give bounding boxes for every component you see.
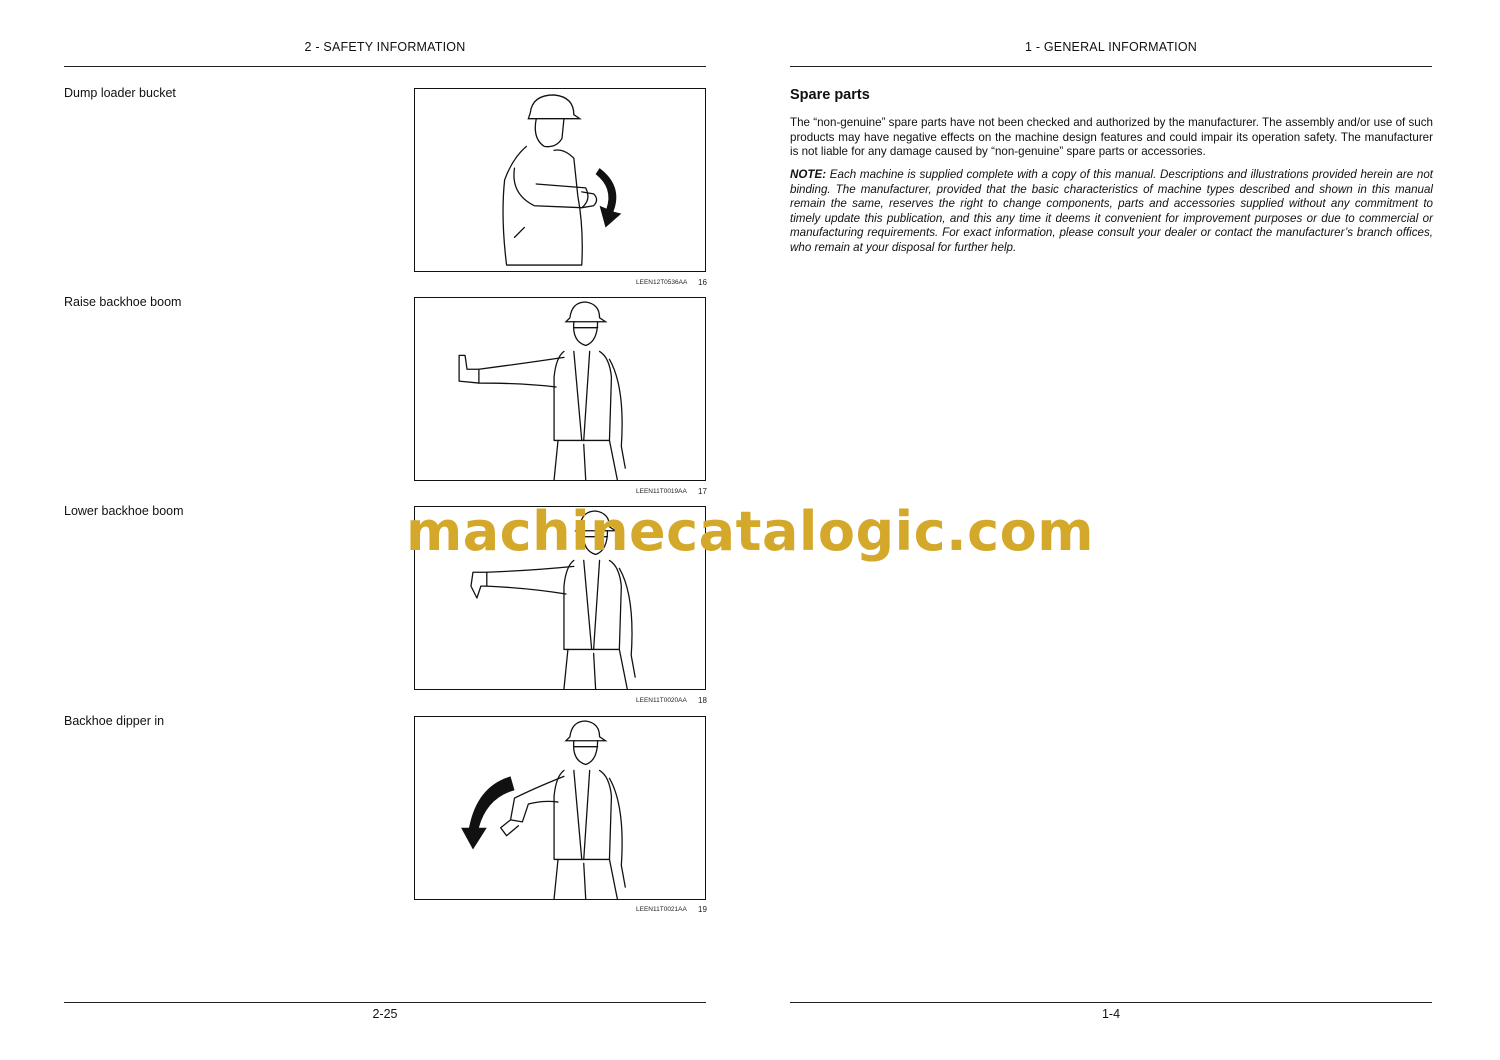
figure-raise-backhoe-boom <box>414 297 706 481</box>
note-text: Each machine is supplied complete with a copy of this manual. Descriptions and illustrations provided herein are not binding. The manufacturer, provided that the basic characteristics of machine types described and shown in this manual remain the same, reserves the right to change components, parts and accessories supplied without any commitment to timely update this publication, and this any time it deems it convenient for improvement purposes or due to commercial or manufacturing requirements. For exact information, please consult your dealer or contact the manufacturer’s branch offices, who remain at your disposal for further help. <box>790 168 1433 254</box>
note-label: NOTE: <box>790 168 827 181</box>
right-footer-rule <box>790 1002 1432 1003</box>
right-page-header: 1 - GENERAL INFORMATION <box>1025 40 1197 54</box>
illustration-operator-dump-signal <box>415 89 705 271</box>
signal-label-raise-backhoe-boom: Raise backhoe boom <box>64 295 182 309</box>
note-paragraph <box>790 168 1433 256</box>
figure-dump-loader-bucket <box>414 88 706 272</box>
figure-code: LEEN12T0536AA <box>636 279 688 286</box>
watermark: machinecatalogic.com <box>405 500 1095 563</box>
left-header-rule <box>64 66 706 67</box>
left-page-header: 2 - SAFETY INFORMATION <box>304 40 466 54</box>
figure-backhoe-dipper-in <box>414 716 706 900</box>
signal-label-backhoe-dipper-in: Backhoe dipper in <box>64 714 165 728</box>
right-page-number: 1-4 <box>1101 1007 1121 1021</box>
section-title: Spare parts <box>790 87 870 103</box>
illustration-operator-thumb-down <box>415 507 705 689</box>
figure-code: LEEN11T0019AA <box>636 488 687 495</box>
figure-number: 17 <box>698 487 707 496</box>
figure-number: 16 <box>698 278 707 287</box>
illustration-operator-dipper-in <box>415 717 705 899</box>
illustration-operator-thumb-up <box>415 298 705 480</box>
left-page-number: 2-25 <box>372 1007 398 1021</box>
figure-lower-backhoe-boom <box>414 506 706 690</box>
right-header-rule <box>790 66 1432 67</box>
figure-code: LEEN11T0020AA <box>636 697 687 704</box>
left-footer-rule <box>64 1002 706 1003</box>
figure-number: 18 <box>698 696 707 705</box>
figure-code: LEEN11T0021AA <box>636 906 687 913</box>
signal-label-dump-loader-bucket: Dump loader bucket <box>64 86 176 100</box>
signal-label-lower-backhoe-boom: Lower backhoe boom <box>64 504 184 518</box>
figure-number: 19 <box>698 905 707 914</box>
spare-parts-paragraph: The “non-genuine” spare parts have not been checked and authorized by the manufacturer. The assembly and/or use of such products may have negative effects on the machine design features and could impair its operation safety. The manufacturer is not liable for any damage caused by “non-genuine” spare parts or accessories. <box>790 116 1433 159</box>
